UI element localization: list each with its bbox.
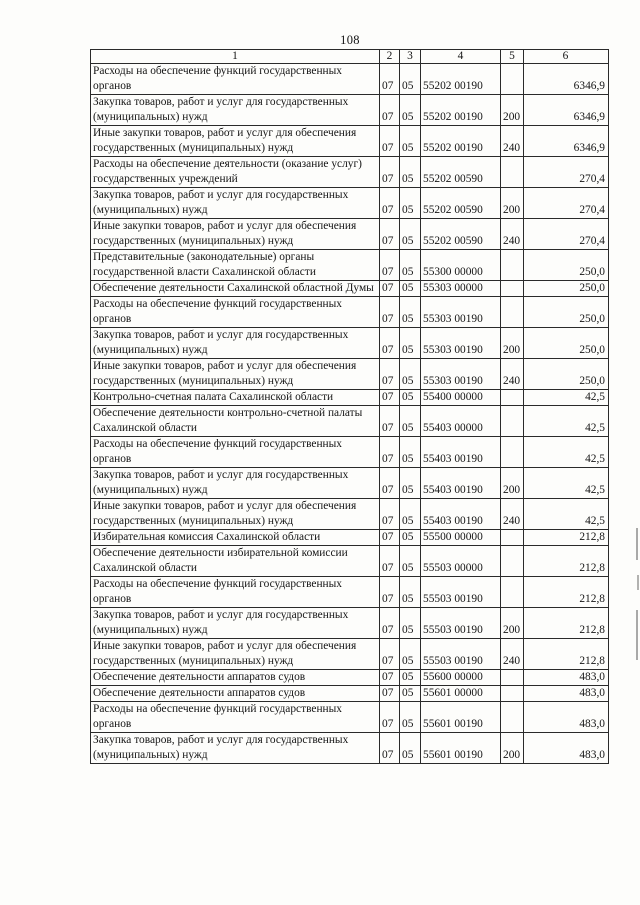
row-amount-cell: 212,8	[524, 639, 609, 670]
row-amount-cell: 6346,9	[524, 126, 609, 157]
row-expense-type-cell: 240	[501, 219, 524, 250]
row-target-code-cell: 55303 00190	[421, 328, 501, 359]
row-name-cell: Расходы на обеспечение деятельности (оказание услуг) государственных учреждений	[91, 157, 380, 188]
row-name-cell: Представительные (законодательные) органы государственной власти Сахалинской области	[91, 250, 380, 281]
row-name-cell: Закупка товаров, работ и услуг для государственных (муниципальных) нужд	[91, 188, 380, 219]
row-name-cell: Обеспечение деятельности контрольно-счетной палаты Сахалинской области	[91, 406, 380, 437]
table-row	[91, 126, 609, 157]
table-row	[91, 608, 609, 639]
row-amount-cell: 212,8	[524, 546, 609, 577]
row-amount-cell: 270,4	[524, 219, 609, 250]
row-subsection-cell: 05	[400, 608, 421, 639]
row-amount-cell: 483,0	[524, 702, 609, 733]
row-amount-cell: 250,0	[524, 250, 609, 281]
row-subsection-cell: 05	[400, 250, 421, 281]
row-subsection-cell: 05	[400, 499, 421, 530]
row-subsection-cell: 05	[400, 95, 421, 126]
row-section-cell: 07	[380, 733, 400, 764]
row-name-cell: Расходы на обеспечение функций государственных органов	[91, 702, 380, 733]
column-number-5: 5	[501, 50, 524, 64]
row-section-cell: 07	[380, 530, 400, 546]
row-amount-cell: 42,5	[524, 499, 609, 530]
row-target-code-cell: 55503 00000	[421, 546, 501, 577]
row-expense-type-cell	[501, 390, 524, 406]
table-row	[91, 530, 609, 546]
row-expense-type-cell	[501, 530, 524, 546]
row-target-code-cell: 55403 00190	[421, 468, 501, 499]
row-amount-cell: 250,0	[524, 328, 609, 359]
row-expense-type-cell	[501, 670, 524, 686]
row-amount-cell: 250,0	[524, 359, 609, 390]
row-section-cell: 07	[380, 406, 400, 437]
row-subsection-cell: 05	[400, 188, 421, 219]
row-section-cell: 07	[380, 546, 400, 577]
scan-edge-marks	[630, 520, 640, 670]
row-section-cell: 07	[380, 577, 400, 608]
row-subsection-cell: 05	[400, 546, 421, 577]
row-amount-cell: 42,5	[524, 390, 609, 406]
row-subsection-cell: 05	[400, 126, 421, 157]
row-name-cell: Закупка товаров, работ и услуг для государственных (муниципальных) нужд	[91, 95, 380, 126]
row-target-code-cell: 55600 00000	[421, 670, 501, 686]
row-section-cell: 07	[380, 328, 400, 359]
row-target-code-cell: 55303 00000	[421, 281, 501, 297]
row-name-cell: Закупка товаров, работ и услуг для государственных (муниципальных) нужд	[91, 733, 380, 764]
row-subsection-cell: 05	[400, 328, 421, 359]
row-section-cell: 07	[380, 639, 400, 670]
row-expense-type-cell	[501, 157, 524, 188]
row-amount-cell: 212,8	[524, 577, 609, 608]
row-subsection-cell: 05	[400, 157, 421, 188]
table-row	[91, 577, 609, 608]
table-row	[91, 219, 609, 250]
row-name-cell: Иные закупки товаров, работ и услуг для обеспечения государственных (муниципальных) нужд	[91, 126, 380, 157]
row-name-cell: Обеспечение деятельности избирательной комиссии Сахалинской области	[91, 546, 380, 577]
row-expense-type-cell	[501, 686, 524, 702]
row-amount-cell: 6346,9	[524, 64, 609, 95]
row-amount-cell: 42,5	[524, 468, 609, 499]
table-row	[91, 499, 609, 530]
row-expense-type-cell: 240	[501, 126, 524, 157]
budget-table	[90, 49, 609, 764]
row-subsection-cell: 05	[400, 359, 421, 390]
row-target-code-cell: 55400 00000	[421, 390, 501, 406]
row-name-cell: Расходы на обеспечение функций государственных органов	[91, 64, 380, 95]
column-number-1: 1	[91, 50, 380, 64]
row-target-code-cell: 55303 00190	[421, 359, 501, 390]
row-amount-cell: 270,4	[524, 188, 609, 219]
row-name-cell: Контрольно-счетная палата Сахалинской области	[91, 390, 380, 406]
row-section-cell: 07	[380, 95, 400, 126]
row-subsection-cell: 05	[400, 219, 421, 250]
row-subsection-cell: 05	[400, 390, 421, 406]
table-row	[91, 406, 609, 437]
row-subsection-cell: 05	[400, 64, 421, 95]
row-section-cell: 07	[380, 219, 400, 250]
column-number-4: 4	[421, 50, 501, 64]
row-amount-cell: 212,8	[524, 608, 609, 639]
row-section-cell: 07	[380, 281, 400, 297]
row-subsection-cell: 05	[400, 297, 421, 328]
row-section-cell: 07	[380, 499, 400, 530]
row-target-code-cell: 55202 00590	[421, 157, 501, 188]
row-expense-type-cell	[501, 702, 524, 733]
row-name-cell: Обеспечение деятельности Сахалинской областной Думы	[91, 281, 380, 297]
row-section-cell: 07	[380, 390, 400, 406]
row-expense-type-cell: 200	[501, 733, 524, 764]
row-section-cell: 07	[380, 670, 400, 686]
row-section-cell: 07	[380, 250, 400, 281]
row-name-cell: Закупка товаров, работ и услуг для государственных (муниципальных) нужд	[91, 608, 380, 639]
table-header-row	[91, 50, 609, 64]
row-expense-type-cell: 200	[501, 328, 524, 359]
table-row	[91, 686, 609, 702]
row-section-cell: 07	[380, 64, 400, 95]
row-section-cell: 07	[380, 126, 400, 157]
row-target-code-cell: 55202 00190	[421, 64, 501, 95]
row-subsection-cell: 05	[400, 437, 421, 468]
row-amount-cell: 483,0	[524, 733, 609, 764]
table-row	[91, 328, 609, 359]
table-row	[91, 188, 609, 219]
table-row	[91, 733, 609, 764]
row-expense-type-cell	[501, 64, 524, 95]
row-section-cell: 07	[380, 437, 400, 468]
row-name-cell: Иные закупки товаров, работ и услуг для обеспечения государственных (муниципальных) нужд	[91, 219, 380, 250]
row-target-code-cell: 55601 00190	[421, 702, 501, 733]
row-subsection-cell: 05	[400, 577, 421, 608]
row-amount-cell: 270,4	[524, 157, 609, 188]
column-number-6: 6	[524, 50, 609, 64]
column-number-2: 2	[380, 50, 400, 64]
row-expense-type-cell	[501, 437, 524, 468]
page-number: 108	[340, 33, 360, 47]
row-section-cell: 07	[380, 157, 400, 188]
row-name-cell: Иные закупки товаров, работ и услуг для обеспечения государственных (муниципальных) нужд	[91, 359, 380, 390]
row-expense-type-cell	[501, 406, 524, 437]
table-row	[91, 437, 609, 468]
row-section-cell: 07	[380, 188, 400, 219]
row-expense-type-cell: 200	[501, 95, 524, 126]
row-subsection-cell: 05	[400, 281, 421, 297]
row-amount-cell: 212,8	[524, 530, 609, 546]
row-name-cell: Обеспечение деятельности аппаратов судов	[91, 670, 380, 686]
row-section-cell: 07	[380, 608, 400, 639]
table-row	[91, 468, 609, 499]
row-amount-cell: 42,5	[524, 437, 609, 468]
row-subsection-cell: 05	[400, 406, 421, 437]
row-name-cell: Расходы на обеспечение функций государственных органов	[91, 297, 380, 328]
row-name-cell: Закупка товаров, работ и услуг для государственных (муниципальных) нужд	[91, 328, 380, 359]
row-subsection-cell: 05	[400, 686, 421, 702]
row-section-cell: 07	[380, 702, 400, 733]
row-target-code-cell: 55601 00190	[421, 733, 501, 764]
table-row	[91, 95, 609, 126]
row-target-code-cell: 55503 00190	[421, 608, 501, 639]
row-target-code-cell: 55503 00190	[421, 639, 501, 670]
row-expense-type-cell: 240	[501, 359, 524, 390]
table-row	[91, 64, 609, 95]
row-subsection-cell: 05	[400, 468, 421, 499]
row-target-code-cell: 55303 00190	[421, 297, 501, 328]
row-name-cell: Иные закупки товаров, работ и услуг для обеспечения государственных (муниципальных) нужд	[91, 499, 380, 530]
row-target-code-cell: 55503 00190	[421, 577, 501, 608]
row-target-code-cell: 55202 00190	[421, 95, 501, 126]
row-name-cell: Иные закупки товаров, работ и услуг для обеспечения государственных (муниципальных) нужд	[91, 639, 380, 670]
row-subsection-cell: 05	[400, 733, 421, 764]
table-row	[91, 297, 609, 328]
row-expense-type-cell: 240	[501, 499, 524, 530]
row-expense-type-cell	[501, 546, 524, 577]
row-amount-cell: 483,0	[524, 686, 609, 702]
row-subsection-cell: 05	[400, 639, 421, 670]
row-expense-type-cell	[501, 297, 524, 328]
row-amount-cell: 6346,9	[524, 95, 609, 126]
row-expense-type-cell	[501, 577, 524, 608]
row-expense-type-cell: 200	[501, 608, 524, 639]
table-row	[91, 702, 609, 733]
row-section-cell: 07	[380, 686, 400, 702]
row-name-cell: Обеспечение деятельности аппаратов судов	[91, 686, 380, 702]
row-section-cell: 07	[380, 359, 400, 390]
row-target-code-cell: 55403 00190	[421, 499, 501, 530]
table-row	[91, 546, 609, 577]
row-amount-cell: 250,0	[524, 297, 609, 328]
row-target-code-cell: 55202 00590	[421, 219, 501, 250]
row-name-cell: Расходы на обеспечение функций государственных органов	[91, 577, 380, 608]
row-target-code-cell: 55202 00190	[421, 126, 501, 157]
table-row	[91, 281, 609, 297]
table-row	[91, 359, 609, 390]
row-expense-type-cell: 240	[501, 639, 524, 670]
table-row	[91, 639, 609, 670]
row-expense-type-cell	[501, 250, 524, 281]
row-expense-type-cell: 200	[501, 188, 524, 219]
row-expense-type-cell: 200	[501, 468, 524, 499]
table-row	[91, 390, 609, 406]
row-target-code-cell: 55300 00000	[421, 250, 501, 281]
table-row	[91, 670, 609, 686]
column-number-3: 3	[400, 50, 421, 64]
row-section-cell: 07	[380, 468, 400, 499]
row-target-code-cell: 55202 00590	[421, 188, 501, 219]
row-expense-type-cell	[501, 281, 524, 297]
table-row	[91, 250, 609, 281]
row-subsection-cell: 05	[400, 670, 421, 686]
row-target-code-cell: 55403 00000	[421, 406, 501, 437]
row-amount-cell: 250,0	[524, 281, 609, 297]
row-subsection-cell: 05	[400, 702, 421, 733]
row-target-code-cell: 55500 00000	[421, 530, 501, 546]
row-section-cell: 07	[380, 297, 400, 328]
row-subsection-cell: 05	[400, 530, 421, 546]
row-target-code-cell: 55601 00000	[421, 686, 501, 702]
row-amount-cell: 42,5	[524, 406, 609, 437]
row-name-cell: Расходы на обеспечение функций государственных органов	[91, 437, 380, 468]
row-name-cell: Избирательная комиссия Сахалинской области	[91, 530, 380, 546]
row-name-cell: Закупка товаров, работ и услуг для государственных (муниципальных) нужд	[91, 468, 380, 499]
table-row	[91, 157, 609, 188]
row-target-code-cell: 55403 00190	[421, 437, 501, 468]
row-amount-cell: 483,0	[524, 670, 609, 686]
